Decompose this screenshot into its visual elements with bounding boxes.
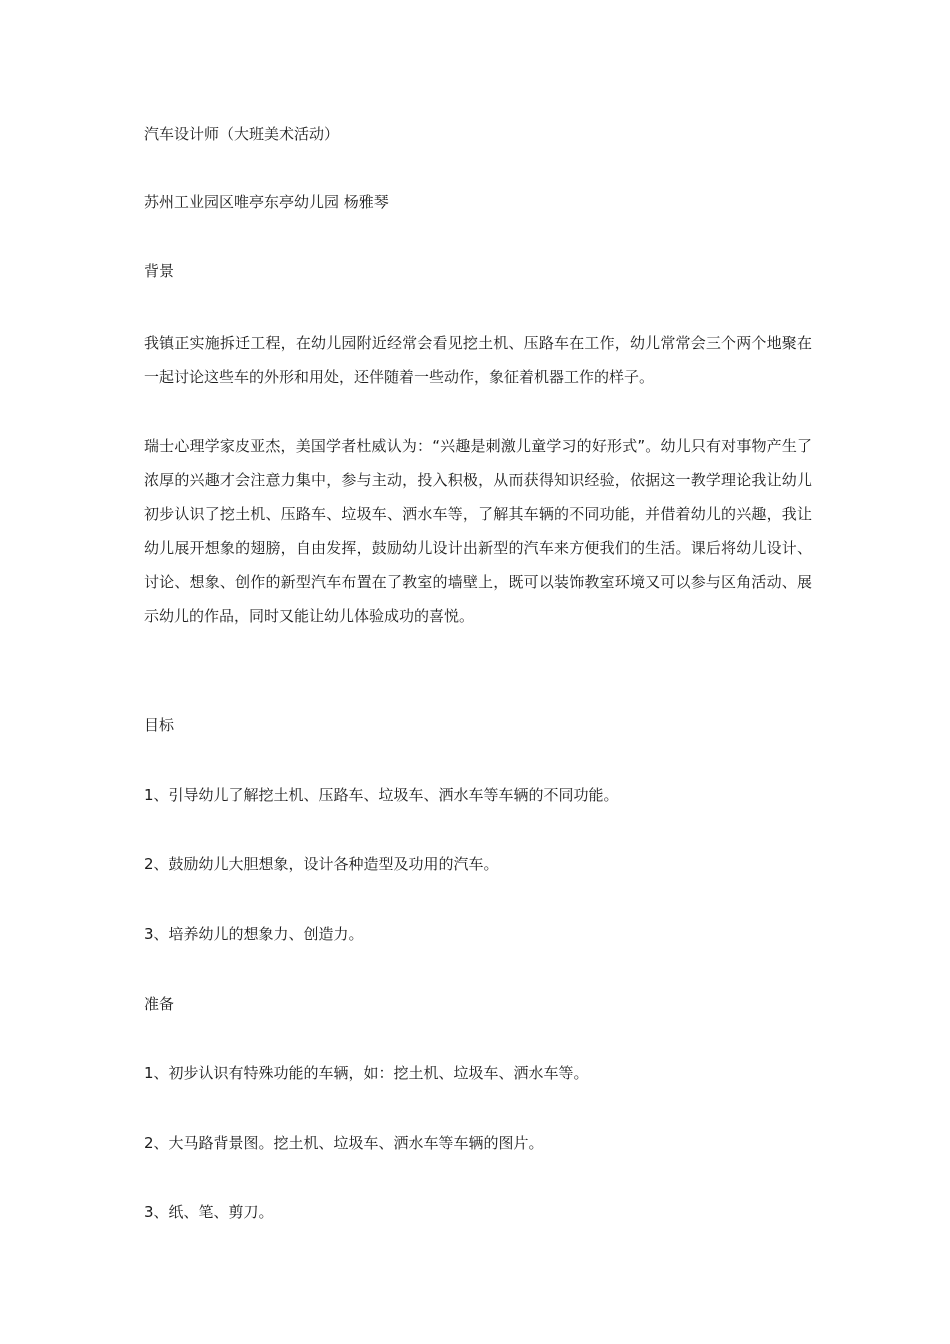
goal-item: 2、鼓励幼儿大胆想象，设计各种造型及功用的汽车。 [144,855,499,873]
section-heading-preparation: 准备 [144,995,175,1013]
document-author: 苏州工业园区唯亭东亭幼儿园 杨雅琴 [144,193,389,211]
preparation-item: 3、纸、笔、剪刀。 [144,1203,274,1221]
goal-item: 1、引导幼儿了解挖土机、压路车、垃圾车、洒水车等车辆的不同功能。 [144,786,619,804]
background-paragraph-1: 我镇正实施拆迁工程，在幼儿园附近经常会看见挖土机、压路车在工作，幼儿常常会三个两个地聚在一起讨论这些车的外形和用处，还伴随着一些动作，象征着机器工作的样子。 [144,334,812,386]
goal-item: 3、培养幼儿的想象力、创造力。 [144,925,364,943]
preparation-item: 1、初步认识有特殊功能的车辆，如：挖土机、垃圾车、洒水车等。 [144,1064,589,1082]
document-title: 汽车设计师（大班美术活动） [144,125,340,143]
background-paragraph-2: 瑞士心理学家皮亚杰，美国学者杜威认为：“兴趣是刺激儿童学习的好形式”。幼儿只有对事物产生了浓厚的兴趣才会注意力集中，参与主动，投入积极，从而获得知识经验，依据这一教学理论我让幼儿初步认识了挖土机、压路车、垃圾车、洒水车等，了解其车辆的不同功能，并借着幼儿的兴趣，我让幼儿展开想象的翅膀，自由发挥，鼓励幼儿设计出新型的汽车来方便我们的生活。课后将幼儿设计、讨论、想象、创作的新型汽车布置在了教室的墙壁上，既可以装饰教室环境又可以参与区角活动、展示幼儿的作品，同时又能让幼儿体验成功的喜悦。 [144,437,812,625]
preparation-item: 2、大马路背景图。挖土机、垃圾车、洒水车等车辆的图片。 [144,1134,544,1152]
section-heading-goals: 目标 [144,716,175,734]
section-heading-background: 背景 [144,262,175,280]
